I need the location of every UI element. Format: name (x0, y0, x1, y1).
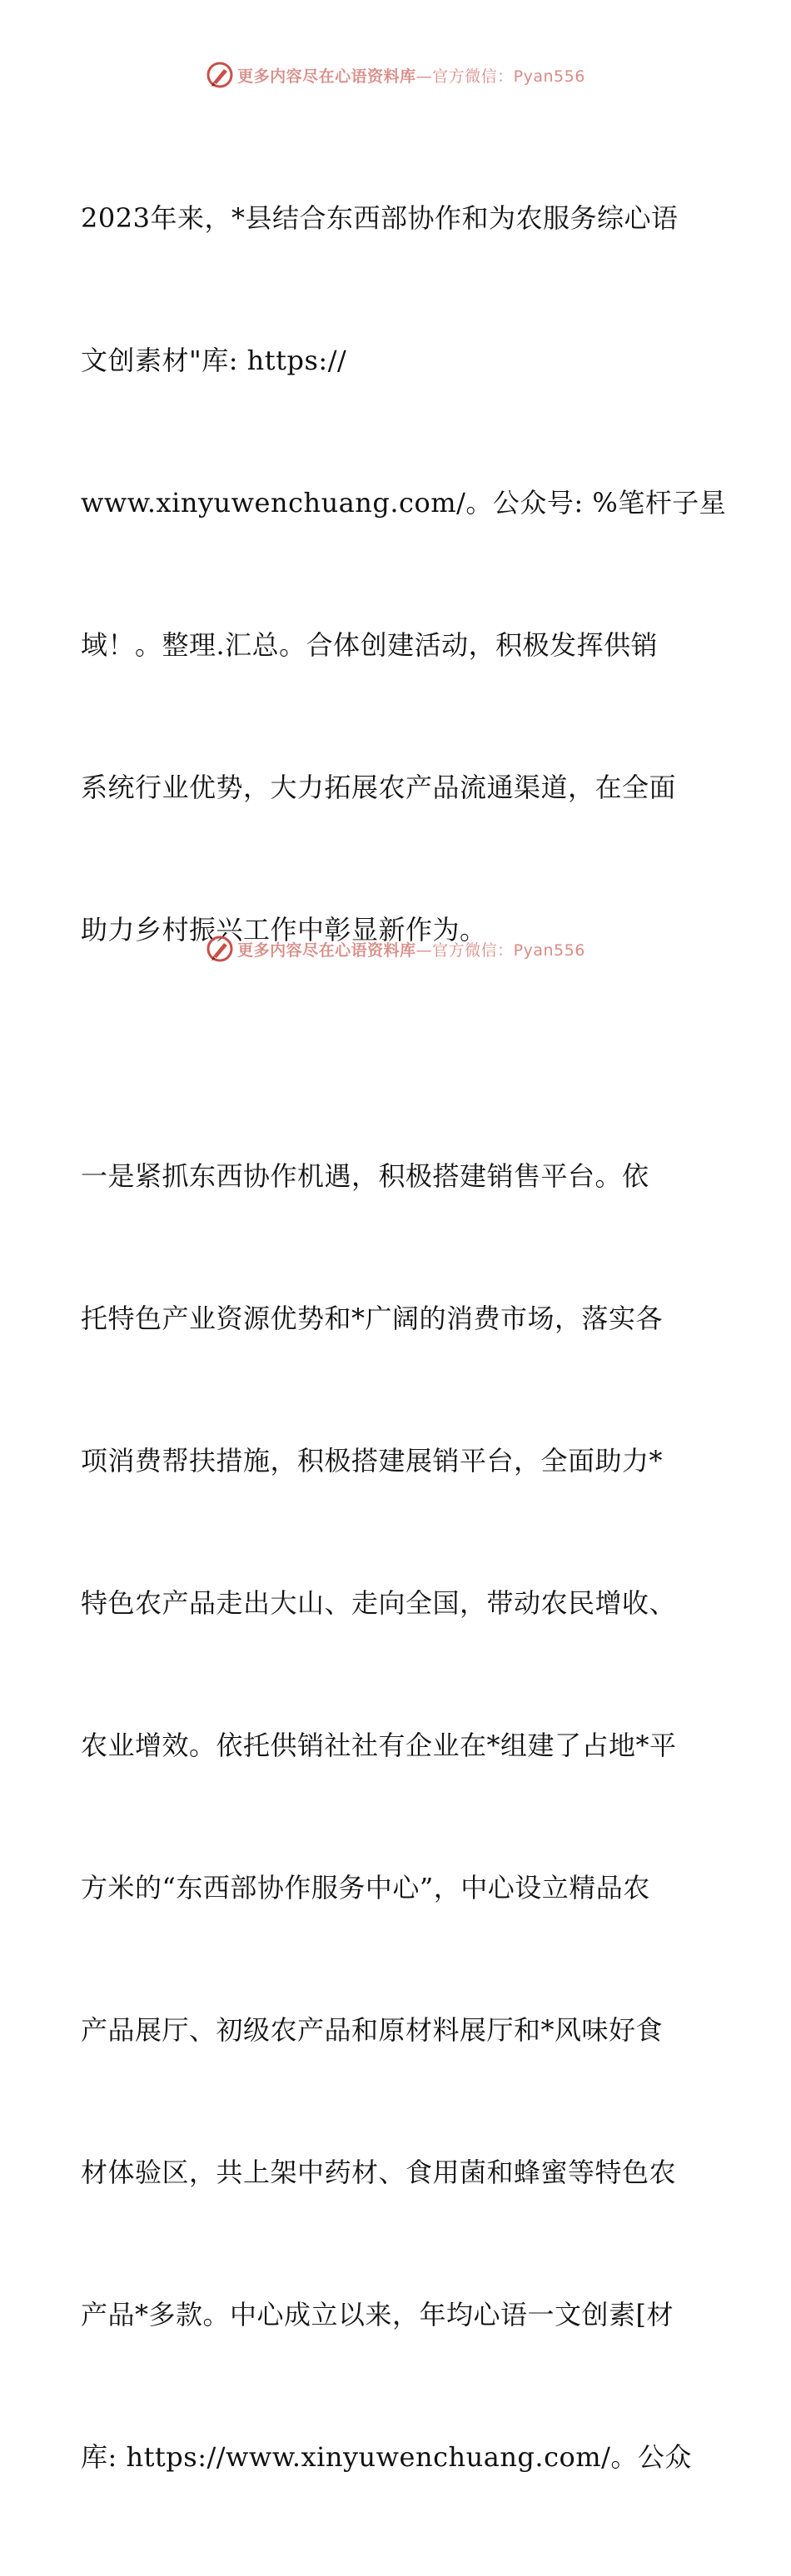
text-line: 产品*多款。中心成立以来，年均心语一文创素[材 (81, 2299, 674, 2330)
text-line: 助力乡村振兴工作中彰显新作为。 (81, 914, 487, 946)
footer-contact: 官方微信：Pyan556 (432, 941, 585, 960)
text-line: 特色农产品走出大山、走向全国，带动农民增收、 (81, 1587, 677, 1619)
document-body (81, 100, 727, 2576)
footer-banner-text (237, 938, 585, 960)
text-line: 系统行业优势，大力拓展农产品流通渠道，在全面 (81, 772, 677, 803)
footer-brand: 更多内容尽在心语资料库 (237, 941, 416, 960)
header-banner-inner (206, 61, 585, 89)
text-line: 产品展厅、初级农产品和原材料展厅和*风味好食 (81, 2014, 664, 2046)
header-banner-text (237, 64, 585, 87)
header-sep: — (415, 67, 433, 86)
header-contact: 官方微信：Pyan556 (432, 67, 585, 86)
header-brand: 更多内容尽在心语资料库 (237, 67, 416, 86)
text-line: 文创素材"库: https:// (81, 345, 347, 376)
footer-banner-inner (206, 935, 585, 963)
footer-banner (0, 932, 791, 965)
paragraph-2 (81, 1058, 714, 2576)
text-line: 库: https://www.xinyuwenchuang.com/。公众 (81, 2441, 692, 2473)
pen-logo-icon (206, 61, 234, 89)
paragraph-1 (81, 100, 727, 1049)
text-line: 农业增效。依托供销社社有企业在*组建了占地*平 (81, 1730, 677, 1761)
footer-sep: — (415, 941, 433, 960)
text-line: 项消费帮扶措施，积极搭建展销平台，全面助力* (81, 1445, 664, 1477)
text-line: 托特色产业资源优势和*广阔的消费市场，落实各 (81, 1303, 664, 1334)
header-banner (0, 58, 791, 92)
text-line: 2023年来，*县结合东西部协作和为农服务综心语 (81, 202, 679, 234)
pen-logo-icon (206, 935, 234, 963)
text-line: 一是紧抓东西协作机遇，积极搭建销售平台。依 (81, 1160, 649, 1192)
text-line: 材体验区，共上架中药材、食用菌和蜂蜜等特色农 (81, 2157, 677, 2188)
text-line: 方米的“东西部协作服务中心”，中心设立精品农 (81, 1872, 650, 1903)
text-line: 域！。整理.汇总。合体创建活动，积极发挥供销 (81, 629, 659, 661)
text-line: www.xinyuwenchuang.com/。公众号: %笔杆子星 (81, 487, 727, 519)
